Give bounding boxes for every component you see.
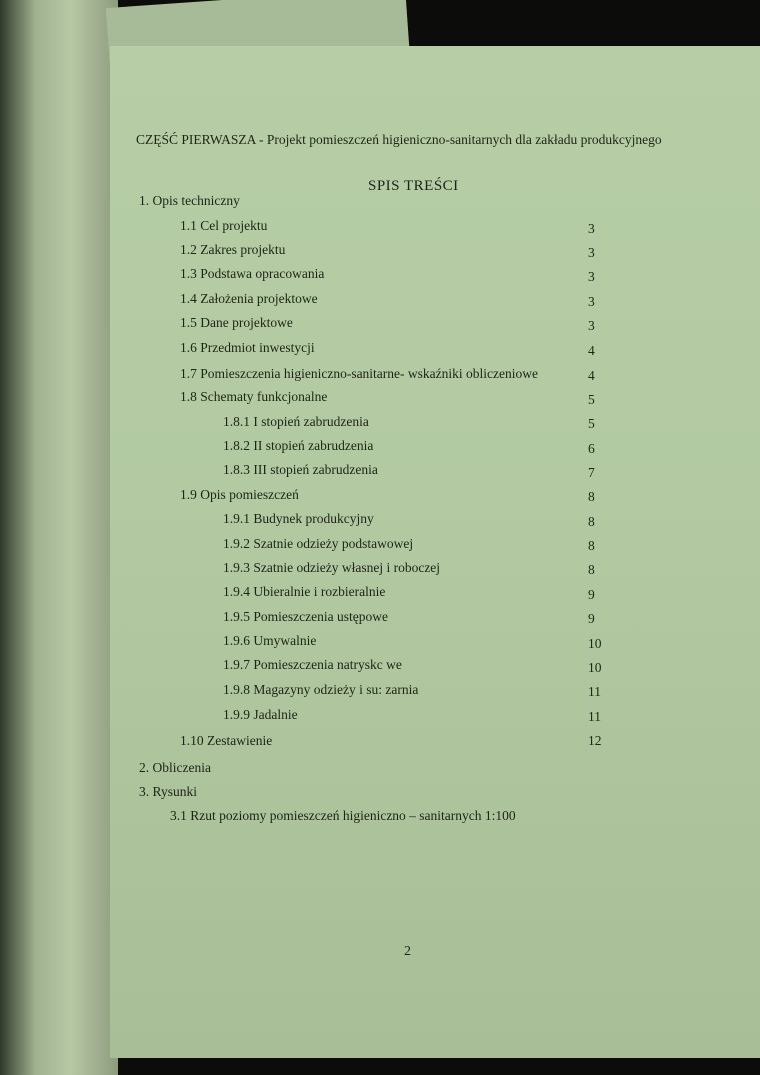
toc-entry: 1.4 Założenia projektowe — [180, 291, 318, 306]
document-page — [110, 46, 760, 1058]
toc-entry: 1.9.8 Magazyny odzieży i su: zarnia — [223, 682, 419, 697]
toc-page-number: 3 — [588, 269, 595, 284]
toc-page-number: 5 — [588, 392, 595, 407]
toc-page-number: 10 — [588, 636, 602, 651]
toc-title: SPIS TREŚCI — [368, 178, 459, 194]
toc-entry: 1. Opis techniczny — [139, 193, 240, 208]
toc-page-number: 8 — [588, 538, 595, 553]
toc-entry: 1.8.1 I stopień zabrudzenia — [223, 414, 369, 429]
toc-entry: 1.7 Pomieszczenia higieniczno-sanitarne- wskaźniki obliczeniowe — [180, 366, 538, 381]
toc-entry: 1.8 Schematy funkcjonalne — [180, 389, 328, 404]
toc-page-number: 9 — [588, 611, 595, 626]
toc-entry: 1.9.6 Umywalnie — [223, 633, 317, 648]
toc-entry: 1.9.7 Pomieszczenia natryskc we — [223, 657, 402, 672]
toc-page-number: 8 — [588, 514, 595, 529]
toc-page-number: 3 — [588, 318, 595, 333]
toc-entry: 3.1 Rzut poziomy pomieszczeń higieniczno – sanitarnych 1:100 — [170, 808, 516, 823]
toc-page-number: 3 — [588, 294, 595, 309]
toc-page-number: 4 — [588, 368, 595, 383]
toc-entry: 1.9.5 Pomieszczenia ustępowe — [223, 609, 388, 624]
toc-entry: 1.9.2 Szatnie odzieży podstawowej — [223, 536, 414, 551]
toc-entry: 1.8.2 II stopień zabrudzenia — [223, 438, 374, 453]
toc-page-number: 6 — [588, 441, 595, 456]
page-number: 2 — [404, 944, 411, 959]
toc-entry: 1.3 Podstawa opracowania — [180, 266, 325, 281]
toc-entry: 1.2 Zakres projektu — [180, 242, 286, 257]
binder-edge — [0, 0, 118, 1075]
toc-page-number: 12 — [588, 733, 602, 748]
toc-page-number: 8 — [588, 562, 595, 577]
toc-entry: 1.9 Opis pomieszczeń — [180, 487, 299, 502]
page-header: CZĘŚĆ PIERWASZA - Projekt pomieszczeń higieniczno-sanitarnych dla zakładu produkcyjnego — [136, 132, 662, 147]
toc-page-number: 11 — [588, 684, 601, 699]
toc-entry: 1.9.4 Ubieralnie i rozbieralnie — [223, 584, 386, 599]
toc-page-number: 3 — [588, 221, 595, 236]
toc-page-number: 3 — [588, 245, 595, 260]
toc-entry: 1.9.3 Szatnie odzieży własnej i roboczej — [223, 560, 441, 575]
toc-entry: 1.1 Cel projektu — [180, 218, 268, 233]
toc-entry: 3. Rysunki — [139, 784, 197, 799]
toc-page-number: 9 — [588, 587, 595, 602]
toc-page-number: 5 — [588, 416, 595, 431]
toc-page-number: 4 — [588, 343, 595, 358]
toc-entry: 1.9.9 Jadalnie — [223, 707, 298, 722]
toc-page-number: 8 — [588, 489, 595, 504]
toc-page-number: 7 — [588, 465, 595, 480]
toc-entry: 1.8.3 III stopień zabrudzenia — [223, 462, 378, 477]
toc-entry: 1.10 Zestawienie — [180, 733, 273, 748]
toc-entry: 2. Obliczenia — [139, 760, 211, 775]
toc-page-number: 11 — [588, 709, 601, 724]
toc-entry: 1.6 Przedmiot inwestycji — [180, 340, 315, 355]
toc-page-number: 10 — [588, 660, 602, 675]
toc-entry: 1.9.1 Budynek produkcyjny — [223, 511, 374, 526]
toc-entry: 1.5 Dane projektowe — [180, 315, 293, 330]
